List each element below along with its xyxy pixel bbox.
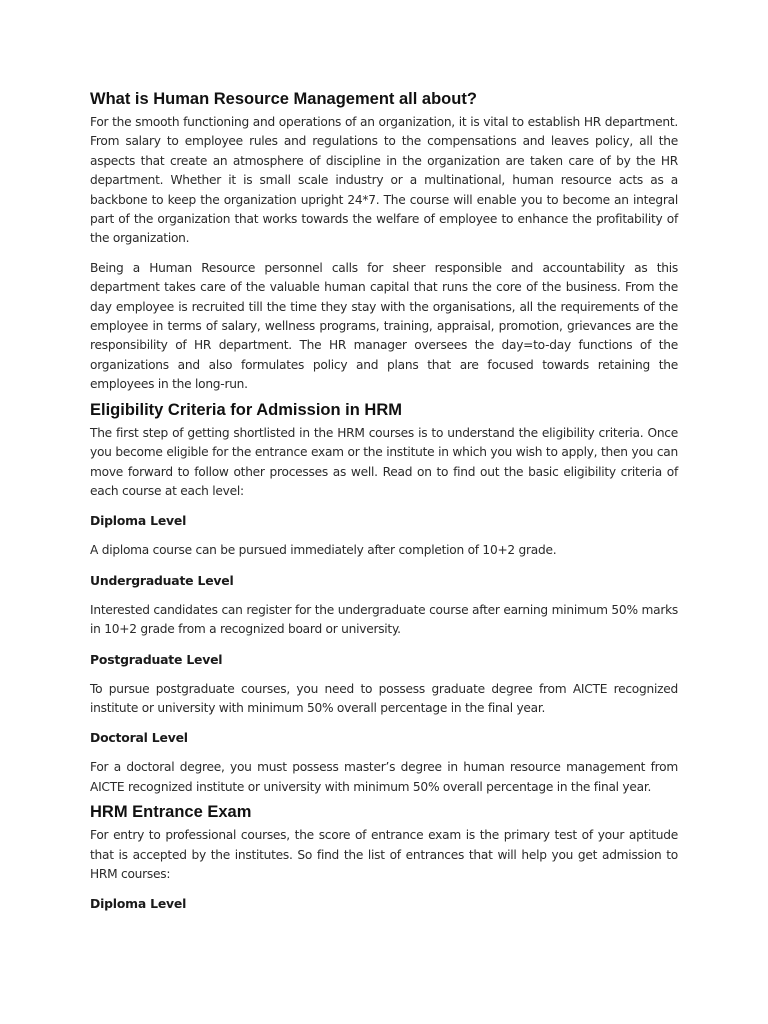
diploma-level-heading: Diploma Level: [90, 513, 187, 529]
entrance-diploma-level-heading: Diploma Level: [90, 896, 187, 912]
eligibility-intro: The first step of getting shortlisted in the HRM courses is to understand the eligibility criteria. Once you become eligible for the entrance exam or the institute in which you wish to apply, then you can move forward to follow other processes as well. Read on to find out the basic eligibility criteria of each course at each level:: [90, 425, 678, 498]
eligibility-heading: Eligibility Criteria for Admission in HRM: [90, 400, 403, 419]
intro-heading: What is Human Resource Management all about?: [90, 90, 477, 108]
intro-section: [90, 88, 678, 395]
entrance-heading: HRM Entrance Exam: [90, 803, 252, 822]
postgraduate-level-heading: Postgraduate Level: [90, 651, 223, 667]
intro-paragraph-1: For the smooth functioning and operations of an organization, it is vital to establish HR department. From salary to employee rules and regulations to the compensations and leaves policy, all the aspects that create an atmosphere of discipline in the organization are taken care of by the HR department. Whether it is small scale industry or a multinational, human resource acts as a backbone to keep the organization upright 24*7. The course will enable you to become an integral part of the organization that works towards the welfare of employee to enhance the profitability of the organization.: [90, 115, 678, 246]
doctoral-level-heading: Doctoral Level: [90, 730, 188, 746]
entrance-intro: For entry to professional courses, the score of entrance exam is the primary test of your aptitude that is accepted by the institutes. So find the list of entrances that will help you get admission to HRM courses:: [90, 828, 678, 881]
entrance-section: [90, 801, 678, 912]
document-page: [90, 88, 678, 924]
eligibility-section: [90, 399, 678, 797]
doctoral-level-text: For a doctoral degree, you must possess master’s degree in human resource management from AICTE recognized institute or university with minimum 50% overall percentage in the final year.: [90, 760, 678, 794]
undergraduate-level-heading: Undergraduate Level: [90, 572, 234, 588]
diploma-level-text: A diploma course can be pursued immediately after completion of 10+2 grade.: [90, 543, 557, 558]
undergraduate-level-text: Interested candidates can register for the undergraduate course after earning minimum 50% marks in 10+2 grade from a recognized board or university.: [90, 602, 678, 637]
intro-paragraph-2: Being a Human Resource personnel calls for sheer responsible and accountability as this department takes care of the valuable human capital that runs the core of the business. From the day employee is recruited till the time they stay with the organisations, all the requirements of the employee in terms of salary, wellness programs, training, appraisal, promotion, grievances are the responsibility of HR department. The HR manager oversees the day=to-day functions of the organizations and also formulates policy and plans that are focused towards retaining the employees in the long-run.: [90, 260, 678, 392]
postgraduate-level-text: To pursue postgraduate courses, you need to possess graduate degree from AICTE recognized institute or university with minimum 50% overall percentage in the final year.: [90, 681, 678, 715]
